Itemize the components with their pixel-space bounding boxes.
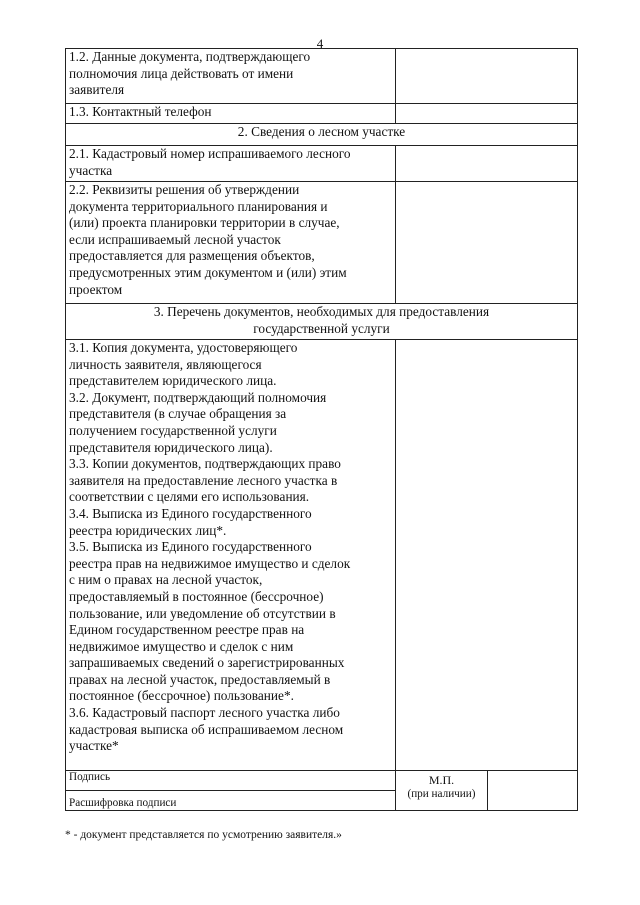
value-phone[interactable] bbox=[396, 104, 578, 124]
value-documents[interactable] bbox=[396, 340, 578, 771]
row-document-authority bbox=[66, 49, 578, 104]
section-forest-plot bbox=[66, 124, 578, 146]
label-cadastral-number: 2.1. Кадастровый номер испрашиваемого лесного участка bbox=[66, 146, 396, 182]
stamp-value[interactable] bbox=[488, 771, 578, 811]
row-signature bbox=[66, 771, 578, 791]
row-cadastral-number bbox=[66, 146, 578, 182]
stamp-label: М.П. bbox=[428, 773, 455, 787]
value-cadastral-number[interactable] bbox=[396, 146, 578, 182]
label-document-authority: 1.2. Данные документа, подтверждающего полномочия лица действовать от имени заявителя bbox=[66, 49, 396, 104]
footnote: * - документ представляется по усмотрению заявителя.» bbox=[65, 829, 342, 841]
section-title-documents-list: 3. Перечень документов, необходимых для предоставления государственной услуги bbox=[66, 304, 578, 340]
row-decision-details bbox=[66, 182, 578, 304]
value-decision-details[interactable] bbox=[396, 182, 578, 304]
label-decision-details: 2.2. Реквизиты решения об утверждении документа территориального планирования и (или) проекта планировки территории в случае, если испрашиваемый лесной участок предоставляется для размещения объектов, предусмотренных этим документом и (или) этим проектом bbox=[66, 182, 396, 304]
row-documents bbox=[66, 340, 578, 771]
doc-3-5: 3.5. Выписка из Единого государственного реестра прав на недвижимое имущество и сделок с ним о правах на лесной участок, предоставляемый в постоянное (бессрочное) пользование, или уведомление об отсутствии в Едином государственном реестре прав на недвижимое имущество и сделок с ним запрашиваемых сведений о зарегистрированных правах на лесной участок, предоставляемый в постоянное (бессрочное) пользование*. bbox=[69, 539, 351, 704]
doc-3-6: 3.6. Кадастровый паспорт лесного участка либо кадастровая выписка об испрашиваемом лесном участке* bbox=[69, 705, 344, 754]
doc-3-3: 3.3. Копии документов, подтверждающих право заявителя на предоставление лесного участка в соответствии с целями его использования. bbox=[69, 456, 341, 505]
section-documents-list bbox=[66, 304, 578, 340]
section-title-forest-plot: 2. Сведения о лесном участке bbox=[66, 124, 578, 146]
documents-list bbox=[66, 340, 396, 771]
label-signature-decode: Расшифровка подписи bbox=[66, 791, 396, 811]
doc-3-2: 3.2. Документ, подтверждающий полномочия представителя (в случае обращения за получением государственной услуги представителя юридического лица). bbox=[69, 389, 327, 455]
doc-3-4: 3.4. Выписка из Единого государственного реестра юридических лиц*. bbox=[69, 505, 312, 538]
page-number: 4 bbox=[316, 36, 324, 51]
value-document-authority[interactable] bbox=[396, 49, 578, 104]
row-phone bbox=[66, 104, 578, 124]
stamp-cell bbox=[396, 771, 488, 811]
stamp-note: (при наличии) bbox=[407, 788, 476, 800]
label-phone: 1.3. Контактный телефон bbox=[66, 104, 396, 124]
label-signature: Подпись bbox=[66, 771, 396, 791]
application-form-table bbox=[65, 48, 578, 811]
doc-3-1: 3.1. Копия документа, удостоверяющего личность заявителя, являющегося представителем юридического лица. bbox=[69, 340, 298, 389]
